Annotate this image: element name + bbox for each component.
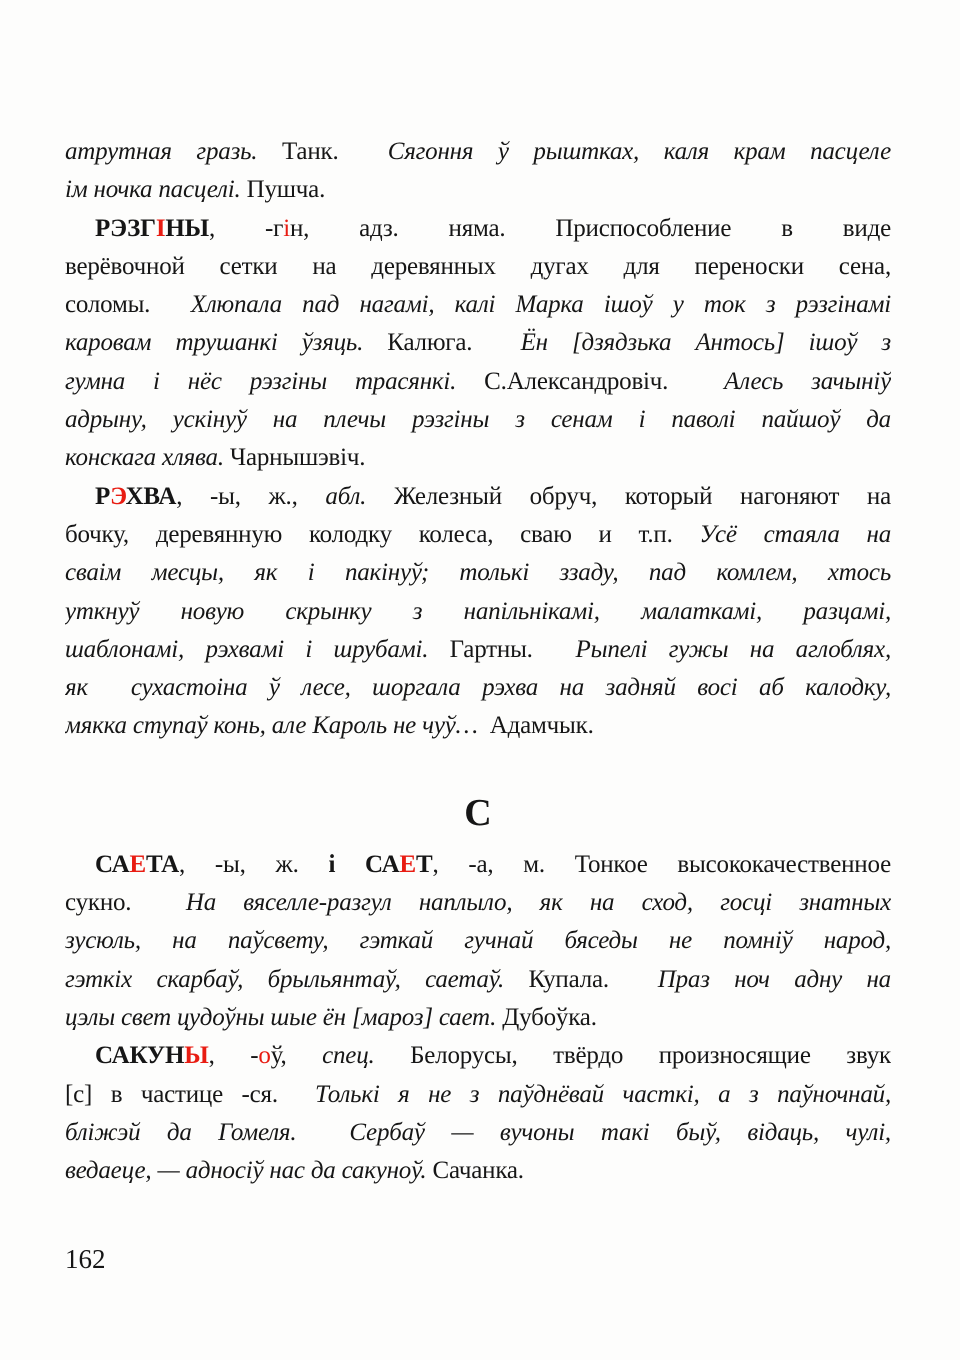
entry-rekhva — [65, 478, 891, 746]
text-run: гумна і нёс рэзгіны трасянкі. — [65, 367, 485, 395]
text-run: соломы. — [65, 291, 191, 319]
text-line — [65, 961, 891, 999]
entry-rezginy — [65, 210, 891, 478]
stressed-letter: Е — [399, 850, 416, 878]
dictionary-text — [65, 133, 891, 1190]
text-run: , -ы, ж. — [179, 850, 329, 878]
text-run: , - — [208, 1042, 259, 1070]
text-run: Алесь зачыніў — [724, 367, 891, 395]
text-run: ведаеце, — адносіў нас да сакуноў. — [65, 1157, 433, 1185]
text-run: верёвочной сетки на деревянных дугах для переноски сена, — [65, 252, 891, 280]
text-run: Калюга. — [387, 329, 521, 357]
text-line — [65, 248, 891, 286]
text-line — [65, 554, 891, 592]
text-run: н, адз. няма. Приспособление в виде — [289, 214, 891, 242]
text-run: РЭЗГ — [95, 214, 156, 242]
text-line — [65, 133, 891, 171]
stressed-letter: Е — [129, 850, 146, 878]
stressed-letter: і — [283, 214, 290, 242]
text-line — [65, 516, 891, 554]
text-run: ім ночка пасцелі. — [65, 176, 247, 204]
text-run: Т — [416, 850, 433, 878]
text-line — [65, 999, 891, 1037]
text-run: мякка ступаў конь, але Кароль не чуў… — [65, 712, 490, 740]
text-line — [65, 1037, 891, 1075]
text-line — [65, 439, 891, 477]
stressed-letter: о — [258, 1042, 271, 1070]
text-line — [65, 1152, 891, 1190]
text-line — [65, 286, 891, 324]
text-run: [с] в частице -ся. — [65, 1080, 315, 1108]
text-line — [65, 707, 891, 745]
text-run: Пушча. — [246, 176, 326, 204]
text-run: адрыну, ускінуў на плечы рэзгіны з сенам і паволі пайшоў да — [65, 406, 891, 434]
text-run: Ён [дзядзька Антось] ішоў з — [520, 329, 891, 357]
text-run: Р — [95, 482, 111, 510]
text-run: абл. — [325, 482, 367, 510]
text-run: Хлюпала пад нагамі, калі Марка ішоў у ток з рэзгінамі — [190, 291, 891, 319]
text-run: , -ы, ж., — [176, 482, 326, 510]
text-run: Танк. — [281, 138, 388, 165]
text-line — [65, 478, 891, 516]
text-run: гэткіх скарбаў, брыльянтаў, саетаў. — [65, 965, 529, 993]
text-run: спец. — [322, 1042, 375, 1070]
text-run: ТА — [145, 850, 180, 878]
stressed-letter: Э — [110, 482, 126, 510]
text-run: сваім месцы, як і пакінуў; толькі ззаду, пад комлем, хтось — [65, 559, 891, 587]
text-run: зусюль, на паўсвету, гэткай гучнай бяседы не помніў народ, — [65, 927, 891, 955]
text-run: Дубоўка. — [502, 1003, 597, 1031]
entry-continuation-atrutnaya — [65, 133, 891, 210]
text-run: Праз ноч адну на — [657, 965, 891, 993]
text-run: Железный обруч, который нагоняют на — [366, 482, 891, 510]
text-run: Рыпелі гужы на аглоблях, — [575, 635, 891, 663]
text-line — [65, 363, 891, 401]
text-line — [65, 401, 891, 439]
text-run: ў, — [270, 1042, 323, 1070]
section-header-s: С — [464, 791, 492, 834]
text-run: НЫ — [165, 214, 209, 242]
entry-saeta — [65, 846, 891, 1037]
text-run: бліжэй да Гомеля. Сербаў — вучоны такі быў, відаць, чулі, — [65, 1118, 891, 1146]
text-line — [65, 846, 891, 884]
text-line — [65, 171, 891, 209]
text-run: Сягоння ў рыштках, каля крам пасцеле — [387, 138, 891, 165]
text-run: ХВА — [125, 482, 177, 510]
text-line — [65, 631, 891, 669]
text-line — [65, 1114, 891, 1152]
text-line — [65, 324, 891, 362]
text-run: атрутная гразь. — [65, 138, 282, 165]
text-run: як сухастоіна ў лесе, шоргала рэхва на задняй восі аб калодку, — [65, 674, 891, 702]
text-run: Адамчык. — [489, 712, 594, 740]
text-run: САКУН — [95, 1042, 185, 1070]
text-line — [65, 210, 891, 248]
text-run: , -а, м. Тонкое высококачественное — [432, 850, 891, 878]
text-line — [65, 922, 891, 960]
text-run: Гартны. — [449, 635, 576, 663]
text-run: уткнуў новую скрынку з напільнікамі, малаткамі, разцамі, — [65, 597, 891, 625]
text-run: Купала. — [528, 965, 658, 993]
text-run: На вяселле-разгул наплыло, як на сход, госці знатных — [185, 889, 891, 917]
text-run: СА — [95, 850, 130, 878]
text-run: Усё стаяла на — [699, 520, 891, 548]
text-run: бочку, деревянную колодку колеса, сваю и т.п. — [65, 520, 700, 548]
stressed-letter: Ы — [184, 1042, 209, 1070]
text-run: Чарнышэвіч. — [229, 444, 366, 472]
text-run: цэлы свет цудоўны шые ён [мароз] сает. — [65, 1003, 503, 1031]
text-run: конскага хлява. — [65, 444, 230, 472]
text-run: Толькі я не з паўднёвай часткі, а з паўночнай, — [315, 1080, 891, 1108]
entry-sakuny — [65, 1037, 891, 1190]
text-line — [65, 1076, 891, 1114]
stressed-letter: І — [155, 214, 166, 242]
text-run: , -г — [208, 214, 284, 242]
text-line — [65, 669, 891, 707]
text-line — [65, 884, 891, 922]
page-number: 162 — [65, 1244, 106, 1274]
text-run: каровам трушанкі ўзяць. — [65, 329, 388, 357]
text-run: шаблонамі, рэхвамі і шрубамі. — [65, 635, 450, 663]
text-run: і СА — [328, 850, 400, 878]
text-run: Сачанка. — [432, 1157, 524, 1185]
text-run: Белорусы, твёрдо произносящие звук — [374, 1042, 891, 1070]
text-run: С.Александровіч. — [484, 367, 725, 395]
text-line — [65, 593, 891, 631]
text-run: сукно. — [65, 889, 186, 917]
